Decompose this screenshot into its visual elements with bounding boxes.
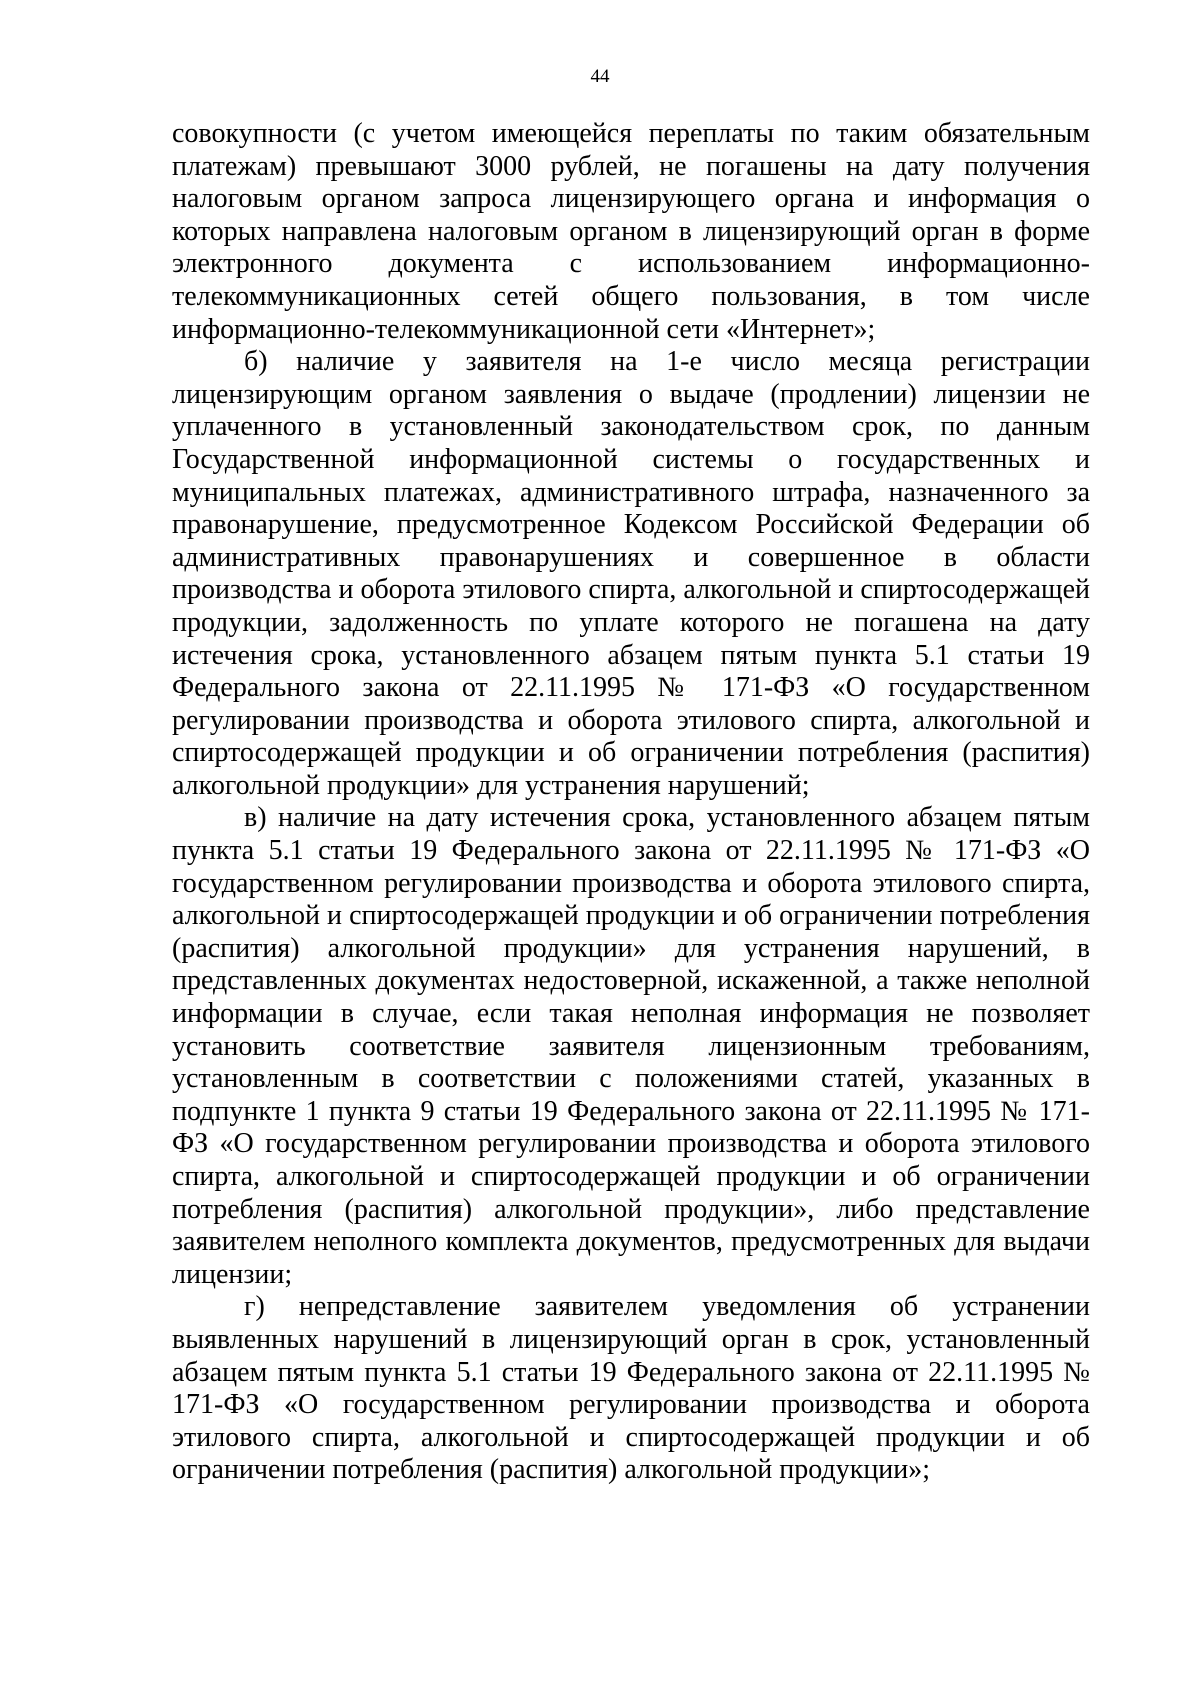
page-number: 44	[590, 66, 610, 87]
paragraph-item-g: г) непредставление заявителем уведомления об устранении выявленных нарушений в лицензирующий орган в срок, установленный абзацем пятым пункта 5.1 статьи 19 Федерального закона от 22.11.1995 № 171-ФЗ «О государственном регулировании производства и оборота этилового спирта, алкогольной и спиртосодержащей продукции и об ограничении потребления (распития) алкогольной продукции»;	[172, 1291, 1090, 1486]
paragraph-item-b: б) наличие у заявителя на 1-е число месяца регистрации лицензирующим органом заявления о выдаче (продлении) лицензии не уплаченного в установленный законодательством срок, по данным Государственной информационной системы о государственных и муниципальных платежах, административного штрафа, назначенного за правонарушение, предусмотренное Кодексом Российской Федерации об административных правонарушениях и совершенное в области производства и оборота этилового спирта, алкогольной и спиртосодержащей продукции, задолженность по уплате которого не погашена на дату истечения срока, установленного абзацем пятым пункта 5.1 статьи 19 Федерального закона от 22.11.1995 № 171-ФЗ «О государственном регулировании производства и оборота этилового спирта, алкогольной и спиртосодержащей продукции и об ограничении потребления (распития) алкогольной продукции» для устранения нарушений;	[172, 346, 1090, 801]
document-body	[172, 118, 1090, 1487]
paragraph-continuation: совокупности (с учетом имеющейся переплаты по таким обязательным платежам) превышают 3000 рублей, не погашены на дату получения налоговым органом запроса лицензирующего органа и информация о которых направлена налоговым органом в лицензирующий орган в форме электронного документа с использованием информационно-телекоммуникационных сетей общего пользования, в том числе информационно-телекоммуникационной сети «Интернет»;	[172, 118, 1090, 345]
paragraph-item-v: в) наличие на дату истечения срока, установленного абзацем пятым пункта 5.1 статьи 19 Федерального закона от 22.11.1995 № 171-ФЗ «О государственном регулировании производства и оборота этилового спирта, алкогольной и спиртосодержащей продукции и об ограничении потребления (распития) алкогольной продукции» для устранения нарушений, в представленных документах недостоверной, искаженной, а также неполной информации в случае, если такая неполная информация не позволяет установить соответствие заявителя лицензионным требованиям, установленным в соответствии с положениями статей, указанных в подпункте 1 пункта 9 статьи 19 Федерального закона от 22.11.1995 № 171-ФЗ «О государственном регулировании производства и оборота этилового спирта, алкогольной и спиртосодержащей продукции и об ограничении потребления (распития) алкогольной продукции», либо представление заявителем неполного комплекта документов, предусмотренных для выдачи лицензии;	[172, 802, 1090, 1290]
